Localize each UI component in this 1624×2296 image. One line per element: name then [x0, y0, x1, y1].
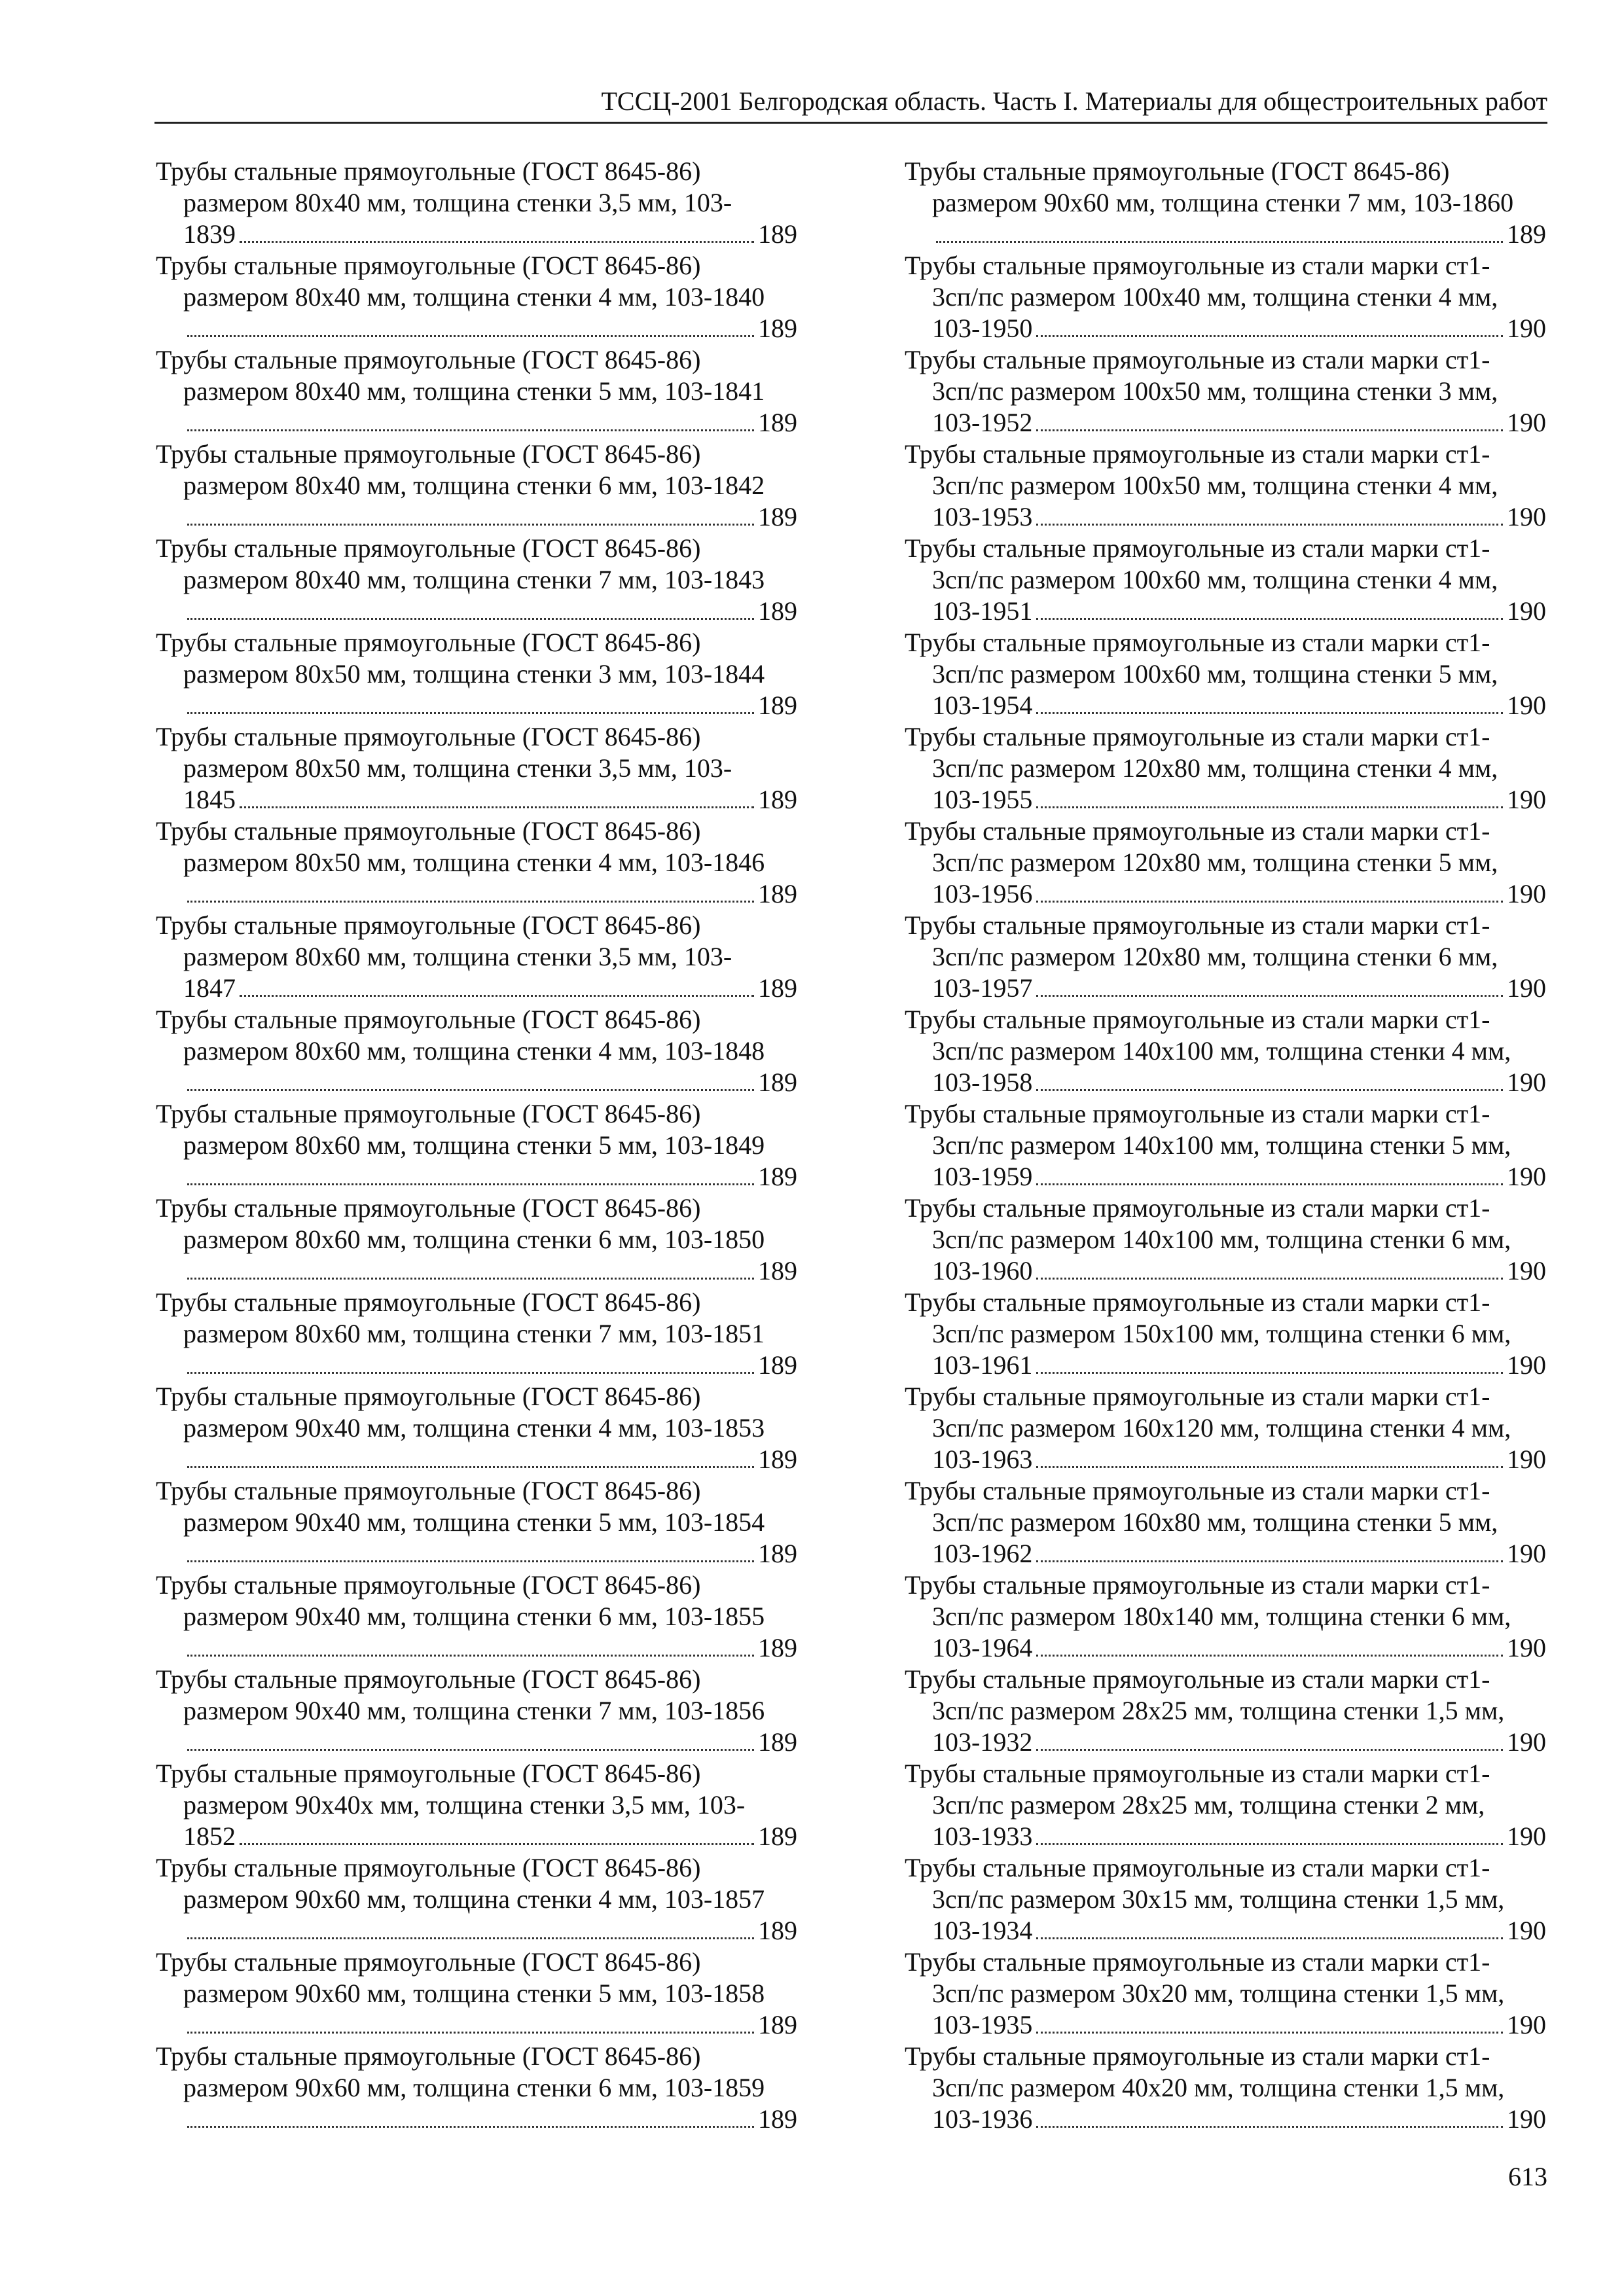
- entry-reference-line: [183, 1727, 797, 1758]
- entry-reference-line: [932, 1538, 1546, 1570]
- entry-detail-line: размером 80x60 мм, толщина стенки 4 мм, 103-1848: [183, 1036, 765, 1066]
- entry-reference-line: [183, 313, 797, 344]
- index-entry: [905, 344, 1546, 439]
- entry-reference-line: [183, 2009, 797, 2041]
- entry-detail-line: размером 90x60 мм, толщина стенки 4 мм, 103-1857: [183, 1884, 765, 1914]
- entry-code-continuation: 103-1958: [932, 1067, 1033, 1097]
- entry-reference-line: [932, 596, 1546, 627]
- entry-detail-line: размером 90x60 мм, толщина стенки 7 мм, 103-1860: [932, 188, 1514, 217]
- entry-title-line: Трубы стальные прямоугольные (ГОСТ 8645-86): [156, 1099, 701, 1128]
- entry-title-line: Трубы стальные прямоугольные (ГОСТ 8645-86): [156, 156, 701, 186]
- header-title: ТССЦ-2001 Белгородская область. Часть I. Материалы для общестроительных работ: [601, 86, 1547, 116]
- index-entry: [156, 250, 797, 344]
- entry-title-line: Трубы стальные прямоугольные из стали марки ст1-: [905, 628, 1490, 657]
- entry-reference-line: [183, 1821, 797, 1852]
- entry-detail-line: 3сп/пс размером 30x20 мм, толщина стенки 1,5 мм,: [932, 1979, 1505, 2008]
- entry-title-line: Трубы стальные прямоугольные (ГОСТ 8645-86): [156, 1570, 701, 1600]
- entry-code-continuation: 1845: [183, 785, 236, 814]
- entry-page-ref: 190: [1507, 1916, 1546, 1945]
- entry-code-continuation: 103-1960: [932, 1256, 1033, 1285]
- entry-title-line: Трубы стальные прямоугольные из стали марки ст1-: [905, 2041, 1490, 2071]
- entry-code-continuation: 1839: [183, 219, 236, 249]
- dot-leader: [187, 1350, 754, 1374]
- entry-page-ref: 190: [1507, 2104, 1546, 2134]
- dot-leader: [1036, 784, 1503, 808]
- entry-title-line: Трубы стальные прямоугольные (ГОСТ 8645-86): [156, 533, 701, 563]
- entry-detail-line: 3сп/пс размером 140x100 мм, толщина стенки 4 мм,: [932, 1036, 1511, 1066]
- entry-page-ref: 190: [1507, 2010, 1546, 2039]
- dot-leader: [1036, 878, 1503, 903]
- entry-title-line: Трубы стальные прямоугольные (ГОСТ 8645-86): [156, 1005, 701, 1034]
- index-entry: [905, 1946, 1546, 2041]
- entry-page-ref: 190: [1507, 502, 1546, 531]
- entry-reference-line: [183, 1067, 797, 1098]
- entry-title-line: Трубы стальные прямоугольные (ГОСТ 8645-86): [156, 1287, 701, 1317]
- entry-title-line: Трубы стальные прямоугольные (ГОСТ 8645-86): [156, 345, 701, 374]
- dot-leader: [240, 973, 754, 997]
- entry-code-continuation: 103-1951: [932, 596, 1033, 626]
- entry-title-line: Трубы стальные прямоугольные из стали марки ст1-: [905, 1099, 1490, 1128]
- index-entry: [905, 1287, 1546, 1381]
- entry-reference-line: [932, 973, 1546, 1004]
- dot-leader: [187, 2104, 754, 2128]
- entry-page-ref: 190: [1507, 1727, 1546, 1757]
- entry-reference-line: [932, 784, 1546, 816]
- entry-reference-line: [932, 407, 1546, 439]
- entry-title-line: Трубы стальные прямоугольные (ГОСТ 8645-86): [156, 251, 701, 280]
- entry-detail-line: размером 90x40 мм, толщина стенки 6 мм, 103-1855: [183, 1602, 765, 1631]
- entry-code-continuation: 103-1959: [932, 1162, 1033, 1191]
- entry-reference-line: [932, 2104, 1546, 2135]
- dot-leader: [1036, 1444, 1503, 1468]
- entry-detail-line: размером 80x40 мм, толщина стенки 7 мм, 103-1843: [183, 565, 765, 594]
- entry-page-ref: 190: [1507, 1256, 1546, 1285]
- index-entry: [905, 1664, 1546, 1758]
- entry-title-line: Трубы стальные прямоугольные (ГОСТ 8645-86): [156, 1759, 701, 1788]
- page-number: 613: [1508, 2162, 1547, 2191]
- entry-page-ref: 189: [758, 1256, 797, 1285]
- entry-detail-line: размером 90x40 мм, толщина стенки 5 мм, 103-1854: [183, 1507, 765, 1537]
- index-entry: [156, 1381, 797, 1475]
- entry-title-line: Трубы стальные прямоугольные из стали марки ст1-: [905, 533, 1490, 563]
- entry-reference-line: [183, 219, 797, 250]
- index-entry: [156, 1475, 797, 1570]
- entry-title-line: Трубы стальные прямоугольные (ГОСТ 8645-86): [156, 1947, 701, 1977]
- index-entry: [905, 1004, 1546, 1098]
- entry-reference-line: [932, 1067, 1546, 1098]
- entry-title-line: Трубы стальные прямоугольные из стали марки ст1-: [905, 1759, 1490, 1788]
- dot-leader: [187, 1538, 754, 1562]
- entry-detail-line: 3сп/пс размером 100x60 мм, толщина стенки 5 мм,: [932, 659, 1498, 689]
- entry-title-line: Трубы стальные прямоугольные из стали марки ст1-: [905, 1853, 1490, 1882]
- entry-page-ref: 189: [758, 314, 797, 343]
- index-entry: [156, 816, 797, 910]
- index-entry: [156, 627, 797, 721]
- entry-page-ref: 189: [758, 1067, 797, 1097]
- entry-detail-line: размером 80x40 мм, толщина стенки 3,5 мм, 103-: [183, 188, 732, 217]
- entry-detail-line: 3сп/пс размером 140x100 мм, толщина стенки 5 мм,: [932, 1130, 1511, 1160]
- entry-detail-line: 3сп/пс размером 120x80 мм, толщина стенки 6 мм,: [932, 942, 1498, 971]
- entry-code-continuation: 103-1963: [932, 1444, 1033, 1474]
- dot-leader: [187, 1632, 754, 1657]
- index-entry: [905, 627, 1546, 721]
- entry-reference-line: [932, 1915, 1546, 1946]
- index-entry: [905, 1570, 1546, 1664]
- entry-reference-line: [183, 1444, 797, 1475]
- entry-reference-line: [183, 1161, 797, 1193]
- entry-reference-line: [932, 1444, 1546, 1475]
- entry-page-ref: 189: [758, 1444, 797, 1474]
- entry-code-continuation: 103-1933: [932, 1821, 1033, 1851]
- index-entry: [905, 721, 1546, 816]
- entry-code-continuation: 103-1936: [932, 2104, 1033, 2134]
- entry-title-line: Трубы стальные прямоугольные из стали марки ст1-: [905, 1005, 1490, 1034]
- entry-detail-line: 3сп/пс размером 120x80 мм, толщина стенки 5 мм,: [932, 848, 1498, 877]
- entry-page-ref: 189: [758, 408, 797, 437]
- dot-leader: [187, 878, 754, 903]
- entry-title-line: Трубы стальные прямоугольные из стали марки ст1-: [905, 722, 1490, 751]
- dot-leader: [1036, 407, 1503, 431]
- entry-title-line: Трубы стальные прямоугольные (ГОСТ 8645-86): [156, 1853, 701, 1882]
- index-entry: [905, 2041, 1546, 2135]
- dot-leader: [1036, 1727, 1503, 1751]
- entry-detail-line: размером 90x40 мм, толщина стенки 4 мм, 103-1853: [183, 1413, 765, 1443]
- index-entry: [905, 250, 1546, 344]
- dot-leader: [1036, 1255, 1503, 1280]
- entry-detail-line: 3сп/пс размером 160x120 мм, толщина стенки 4 мм,: [932, 1413, 1511, 1443]
- entry-code-continuation: 103-1932: [932, 1727, 1033, 1757]
- dot-leader: [1036, 1915, 1503, 1939]
- entry-title-line: Трубы стальные прямоугольные из стали марки ст1-: [905, 345, 1490, 374]
- entry-reference-line: [183, 1350, 797, 1381]
- entry-page-ref: 189: [758, 1539, 797, 1568]
- entry-code-continuation: 103-1952: [932, 408, 1033, 437]
- entry-page-ref: 189: [758, 973, 797, 1003]
- entry-reference-line: [183, 1538, 797, 1570]
- entry-page-ref: 190: [1507, 1350, 1546, 1380]
- entry-title-line: Трубы стальные прямоугольные из стали марки ст1-: [905, 1287, 1490, 1317]
- entry-page-ref: 189: [1507, 219, 1546, 249]
- dot-leader: [1036, 2104, 1503, 2128]
- entry-reference-line: [932, 2009, 1546, 2041]
- dot-leader: [240, 219, 754, 243]
- dot-leader: [1036, 1067, 1503, 1091]
- entry-page-ref: 189: [758, 1350, 797, 1380]
- entry-detail-line: 3сп/пс размером 100x60 мм, толщина стенки 4 мм,: [932, 565, 1498, 594]
- index-entry: [156, 1758, 797, 1852]
- entry-code-continuation: 103-1956: [932, 879, 1033, 908]
- entry-title-line: Трубы стальные прямоугольные (ГОСТ 8645-86): [156, 1476, 701, 1505]
- entry-page-ref: 189: [758, 1162, 797, 1191]
- entry-detail-line: размером 80x60 мм, толщина стенки 6 мм, 103-1850: [183, 1225, 765, 1254]
- index-entry: [156, 1852, 797, 1946]
- entry-page-ref: 189: [758, 785, 797, 814]
- entry-page-ref: 189: [758, 2104, 797, 2134]
- entry-reference-line: [932, 1727, 1546, 1758]
- entry-title-line: Трубы стальные прямоугольные из стали марки ст1-: [905, 439, 1490, 469]
- entry-reference-line: [183, 784, 797, 816]
- entry-page-ref: 190: [1507, 408, 1546, 437]
- dot-leader: [1036, 313, 1503, 337]
- dot-leader: [1036, 596, 1503, 620]
- entry-title-line: Трубы стальные прямоугольные (ГОСТ 8645-86): [156, 2041, 701, 2071]
- entry-title-line: Трубы стальные прямоугольные (ГОСТ 8645-86): [156, 1664, 701, 1694]
- entry-reference-line: [183, 973, 797, 1004]
- dot-leader: [187, 1067, 754, 1091]
- dot-leader: [1036, 1821, 1503, 1845]
- entry-page-ref: 189: [758, 596, 797, 626]
- index-entry: [156, 1193, 797, 1287]
- entry-code-continuation: 103-1934: [932, 1916, 1033, 1945]
- dot-leader: [1036, 1161, 1503, 1185]
- entry-page-ref: 190: [1507, 1539, 1546, 1568]
- entry-detail-line: 3сп/пс размером 100x50 мм, толщина стенки 4 мм,: [932, 471, 1498, 500]
- entry-detail-line: размером 80x60 мм, толщина стенки 7 мм, 103-1851: [183, 1319, 765, 1348]
- entry-reference-line: [183, 878, 797, 910]
- entry-title-line: Трубы стальные прямоугольные из стали марки ст1-: [905, 816, 1490, 846]
- entry-title-line: Трубы стальные прямоугольные из стали марки ст1-: [905, 910, 1490, 940]
- index-entry: [905, 1758, 1546, 1852]
- entry-title-line: Трубы стальные прямоугольные из стали марки ст1-: [905, 1664, 1490, 1694]
- index-entry: [905, 910, 1546, 1004]
- entry-title-line: Трубы стальные прямоугольные из стали марки ст1-: [905, 1193, 1490, 1223]
- dot-leader: [187, 1255, 754, 1280]
- entry-page-ref: 189: [758, 1727, 797, 1757]
- index-entry: [156, 1098, 797, 1193]
- entry-title-line: Трубы стальные прямоугольные (ГОСТ 8645-86): [156, 439, 701, 469]
- entry-code-continuation: 1847: [183, 973, 236, 1003]
- index-column-right: [905, 156, 1546, 2135]
- index-entry: [156, 1287, 797, 1381]
- entry-page-ref: 189: [758, 691, 797, 720]
- entry-code-continuation: 103-1962: [932, 1539, 1033, 1568]
- entry-code-continuation: 103-1950: [932, 314, 1033, 343]
- dot-leader: [187, 1161, 754, 1185]
- entry-page-ref: 190: [1507, 314, 1546, 343]
- entry-detail-line: 3сп/пс размером 28x25 мм, толщина стенки 2 мм,: [932, 1790, 1485, 1820]
- entry-reference-line: [183, 2104, 797, 2135]
- index-entry: [905, 1193, 1546, 1287]
- entry-detail-line: размером 80x60 мм, толщина стенки 5 мм, 103-1849: [183, 1130, 765, 1160]
- entry-code-continuation: 103-1954: [932, 691, 1033, 720]
- index-entry: [156, 2041, 797, 2135]
- index-entry: [156, 1664, 797, 1758]
- entry-reference-line: [932, 501, 1546, 533]
- entry-detail-line: 3сп/пс размером 28x25 мм, толщина стенки 1,5 мм,: [932, 1696, 1505, 1725]
- entry-page-ref: 190: [1507, 1444, 1546, 1474]
- dot-leader: [1036, 1632, 1503, 1657]
- dot-leader: [187, 596, 754, 620]
- dot-leader: [187, 407, 754, 431]
- entry-reference-line: [932, 1632, 1546, 1664]
- entry-reference-line: [932, 313, 1546, 344]
- entry-detail-line: 3сп/пс размером 180x140 мм, толщина стенки 6 мм,: [932, 1602, 1511, 1631]
- entry-detail-line: размером 90x60 мм, толщина стенки 6 мм, 103-1859: [183, 2073, 765, 2102]
- entry-title-line: Трубы стальные прямоугольные (ГОСТ 8645-86): [156, 628, 701, 657]
- entry-title-line: Трубы стальные прямоугольные из стали марки ст1-: [905, 1476, 1490, 1505]
- entry-reference-line: [183, 690, 797, 721]
- entry-title-line: Трубы стальные прямоугольные (ГОСТ 8645-86): [905, 156, 1450, 186]
- index-entry: [156, 1946, 797, 2041]
- page-header: [154, 77, 1547, 124]
- entry-reference-line: [183, 407, 797, 439]
- dot-leader: [1036, 1538, 1503, 1562]
- dot-leader: [240, 1821, 754, 1845]
- entry-detail-line: размером 80x60 мм, толщина стенки 3,5 мм, 103-: [183, 942, 732, 971]
- index-entry: [905, 1098, 1546, 1193]
- entry-reference-line: [183, 501, 797, 533]
- entry-detail-line: размером 80x40 мм, толщина стенки 6 мм, 103-1842: [183, 471, 765, 500]
- entry-detail-line: размером 80x50 мм, толщина стенки 3,5 мм, 103-: [183, 753, 732, 783]
- entry-reference-line: [183, 1915, 797, 1946]
- entry-page-ref: 190: [1507, 1067, 1546, 1097]
- entry-title-line: Трубы стальные прямоугольные из стали марки ст1-: [905, 251, 1490, 280]
- dot-leader: [1036, 1350, 1503, 1374]
- entry-title-line: Трубы стальные прямоугольные из стали марки ст1-: [905, 1947, 1490, 1977]
- entry-reference-line: [932, 1350, 1546, 1381]
- entry-reference-line: [932, 878, 1546, 910]
- entry-page-ref: 190: [1507, 973, 1546, 1003]
- entry-page-ref: 189: [758, 1916, 797, 1945]
- index-entry: [156, 156, 797, 250]
- index-entry: [156, 1570, 797, 1664]
- entry-detail-line: размером 90x40 мм, толщина стенки 7 мм, 103-1856: [183, 1696, 765, 1725]
- entry-code-continuation: 103-1935: [932, 2010, 1033, 2039]
- entry-code-continuation: 103-1964: [932, 1633, 1033, 1662]
- entry-code-continuation: 103-1955: [932, 785, 1033, 814]
- entry-title-line: Трубы стальные прямоугольные (ГОСТ 8645-86): [156, 816, 701, 846]
- entry-page-ref: 190: [1507, 1162, 1546, 1191]
- entry-reference-line: [183, 1632, 797, 1664]
- entry-detail-line: 3сп/пс размером 40x20 мм, толщина стенки 1,5 мм,: [932, 2073, 1505, 2102]
- entry-page-ref: 190: [1507, 596, 1546, 626]
- dot-leader: [1036, 690, 1503, 714]
- entry-title-line: Трубы стальные прямоугольные из стали марки ст1-: [905, 1382, 1490, 1411]
- index-entry: [905, 1475, 1546, 1570]
- entry-detail-line: размером 90x60 мм, толщина стенки 5 мм, 103-1858: [183, 1979, 765, 2008]
- entry-page-ref: 189: [758, 219, 797, 249]
- index-entry: [156, 910, 797, 1004]
- entry-detail-line: размером 80x50 мм, толщина стенки 4 мм, 103-1846: [183, 848, 765, 877]
- entry-title-line: Трубы стальные прямоугольные (ГОСТ 8645-86): [156, 722, 701, 751]
- entry-reference-line: [183, 1255, 797, 1287]
- dot-leader: [240, 784, 754, 808]
- entry-page-ref: 190: [1507, 691, 1546, 720]
- entry-reference-line: [932, 1255, 1546, 1287]
- dot-leader: [187, 313, 754, 337]
- entry-reference-line: [932, 219, 1546, 250]
- dot-leader: [1036, 973, 1503, 997]
- dot-leader: [936, 219, 1503, 243]
- index-entry: [156, 533, 797, 627]
- entry-title-line: Трубы стальные прямоугольные (ГОСТ 8645-86): [156, 910, 701, 940]
- entry-detail-line: 3сп/пс размером 150x100 мм, толщина стенки 6 мм,: [932, 1319, 1511, 1348]
- index-entry: [905, 439, 1546, 533]
- index-entry: [905, 533, 1546, 627]
- entry-detail-line: 3сп/пс размером 120x80 мм, толщина стенки 4 мм,: [932, 753, 1498, 783]
- index-entry: [905, 816, 1546, 910]
- entry-page-ref: 189: [758, 1633, 797, 1662]
- entry-reference-line: [183, 596, 797, 627]
- index-column-left: [156, 156, 797, 2135]
- entry-code-continuation: 1852: [183, 1821, 236, 1851]
- entry-reference-line: [932, 1821, 1546, 1852]
- index-entry: [156, 1004, 797, 1098]
- dot-leader: [187, 2009, 754, 2034]
- entry-code-continuation: 103-1957: [932, 973, 1033, 1003]
- dot-leader: [187, 501, 754, 526]
- index-entry: [156, 344, 797, 439]
- dot-leader: [1036, 501, 1503, 526]
- entry-page-ref: 190: [1507, 1821, 1546, 1851]
- entry-page-ref: 190: [1507, 785, 1546, 814]
- entry-title-line: Трубы стальные прямоугольные (ГОСТ 8645-86): [156, 1193, 701, 1223]
- entry-page-ref: 189: [758, 502, 797, 531]
- entry-title-line: Трубы стальные прямоугольные (ГОСТ 8645-86): [156, 1382, 701, 1411]
- entry-detail-line: 3сп/пс размером 30x15 мм, толщина стенки 1,5 мм,: [932, 1884, 1505, 1914]
- dot-leader: [187, 1915, 754, 1939]
- entry-detail-line: 3сп/пс размером 140x100 мм, толщина стенки 6 мм,: [932, 1225, 1511, 1254]
- entry-detail-line: размером 80x40 мм, толщина стенки 4 мм, 103-1840: [183, 282, 765, 312]
- entry-page-ref: 190: [1507, 879, 1546, 908]
- entry-detail-line: 3сп/пс размером 160x80 мм, толщина стенки 5 мм,: [932, 1507, 1498, 1537]
- entry-detail-line: 3сп/пс размером 100x40 мм, толщина стенки 4 мм,: [932, 282, 1498, 312]
- entry-reference-line: [932, 690, 1546, 721]
- entry-detail-line: размером 80x40 мм, толщина стенки 5 мм, 103-1841: [183, 376, 765, 406]
- dot-leader: [187, 1727, 754, 1751]
- dot-leader: [187, 1444, 754, 1468]
- entry-detail-line: размером 80x50 мм, толщина стенки 3 мм, 103-1844: [183, 659, 765, 689]
- entry-code-continuation: 103-1961: [932, 1350, 1033, 1380]
- index-entry: [905, 1381, 1546, 1475]
- entry-page-ref: 189: [758, 2010, 797, 2039]
- entry-page-ref: 190: [1507, 1633, 1546, 1662]
- entry-reference-line: [932, 1161, 1546, 1193]
- entry-page-ref: 189: [758, 879, 797, 908]
- dot-leader: [187, 690, 754, 714]
- entry-page-ref: 189: [758, 1821, 797, 1851]
- index-entry: [156, 721, 797, 816]
- entry-title-line: Трубы стальные прямоугольные из стали марки ст1-: [905, 1570, 1490, 1600]
- index-entry: [905, 1852, 1546, 1946]
- entry-detail-line: 3сп/пс размером 100x50 мм, толщина стенки 3 мм,: [932, 376, 1498, 406]
- entry-detail-line: размером 90x40x мм, толщина стенки 3,5 мм, 103-: [183, 1790, 746, 1820]
- index-entry: [156, 439, 797, 533]
- dot-leader: [1036, 2009, 1503, 2034]
- index-entry: [905, 156, 1546, 250]
- entry-code-continuation: 103-1953: [932, 502, 1033, 531]
